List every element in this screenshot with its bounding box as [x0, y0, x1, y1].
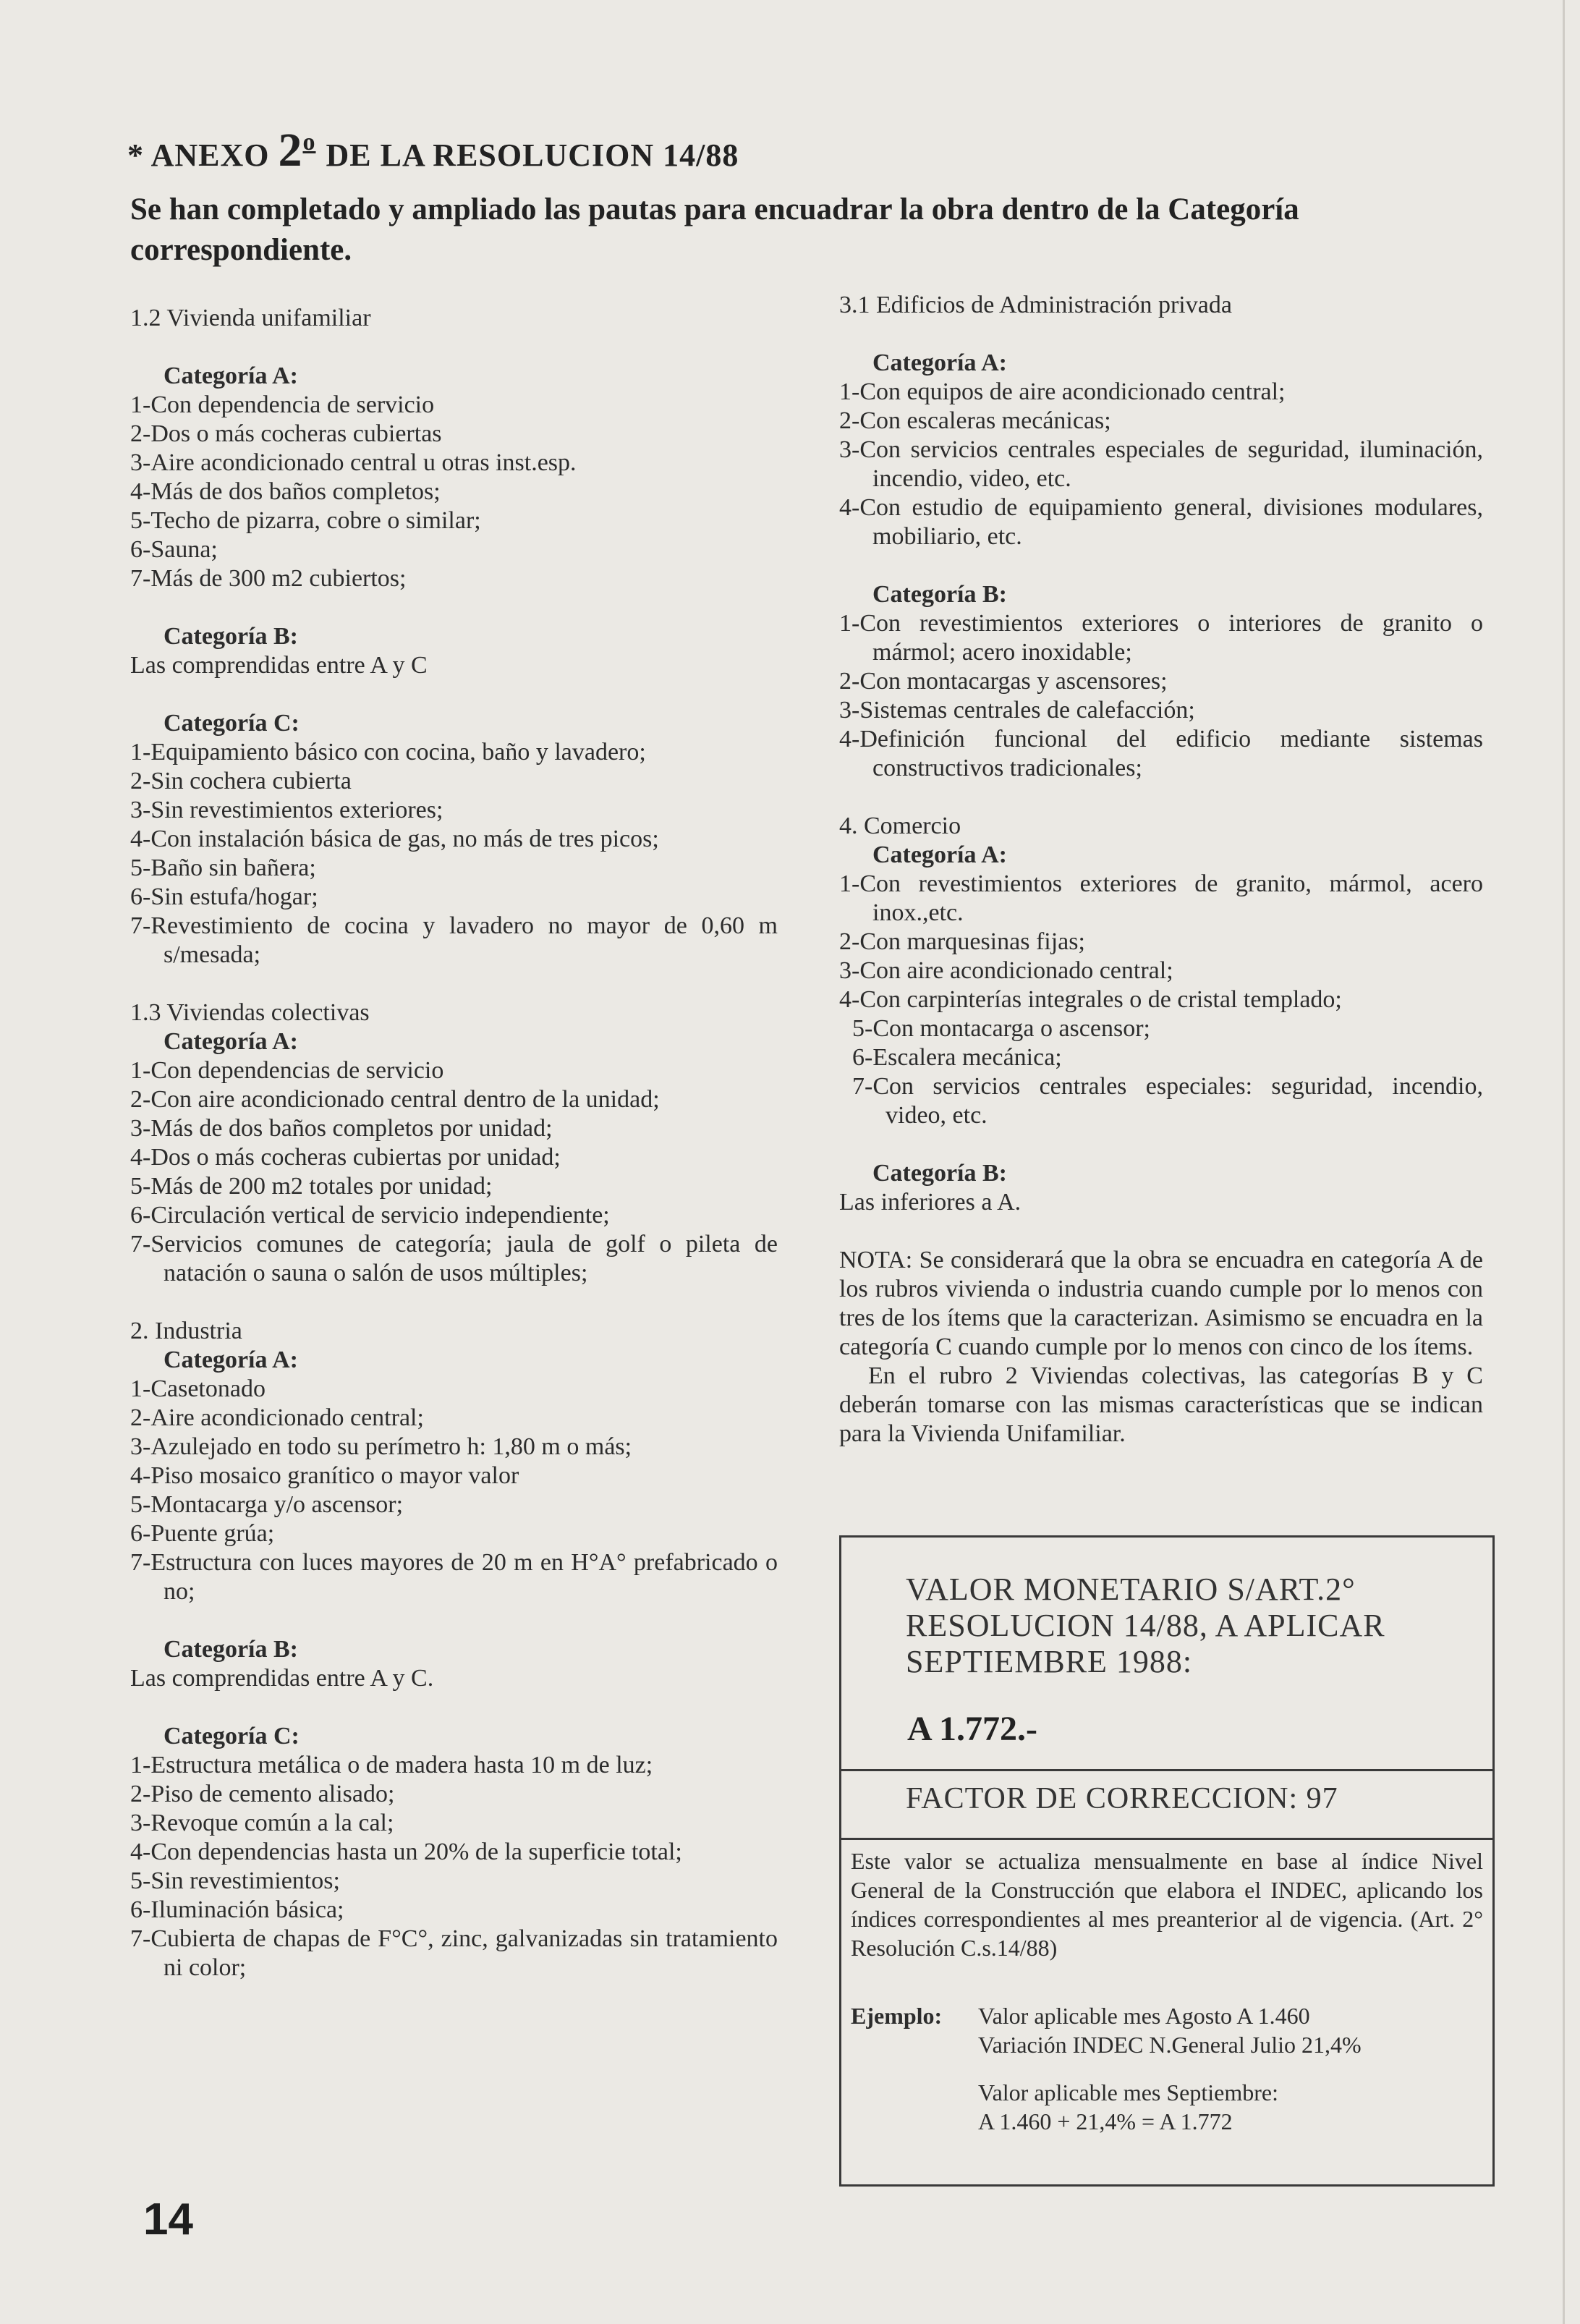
list-item: 2-Con montacargas y ascensores;	[839, 668, 1168, 695]
list-item: 6-Puente grúa;	[130, 1520, 275, 1547]
category-heading: Categoría B:	[872, 1160, 1008, 1187]
box-divider	[839, 1838, 1495, 1840]
intro-text: Se han completado y ampliado las pautas para encuadrar la obra dentro de la Categoría correspondiente.	[130, 192, 1299, 267]
list-item: 5-Montacarga y/o ascensor;	[130, 1491, 404, 1518]
heading-ordinal: o	[302, 129, 316, 156]
category-heading: Categoría A:	[872, 841, 1008, 868]
list-item: 1-Casetonado	[130, 1375, 266, 1402]
page-number: 14	[143, 2194, 193, 2244]
list-item: 1-Con dependencias de servicio	[130, 1057, 444, 1084]
section-title: 4. Comercio	[839, 813, 961, 839]
example-line: A 1.460 + 21,4% = A 1.772	[978, 2108, 1233, 2134]
heading-prefix: * ANEXO	[127, 137, 279, 173]
list-item: 3-Sin revestimientos exteriores;	[130, 797, 443, 823]
category-heading: Categoría B:	[872, 581, 1008, 608]
category-heading: Categoría C:	[163, 710, 300, 737]
category-heading: Categoría A:	[163, 1347, 299, 1373]
list-item: 7-Con servicios centrales especiales: seguridad, incendio, video, etc.	[852, 1073, 1483, 1129]
value-title-line: SEPTIEMBRE 1988:	[906, 1644, 1193, 1679]
list-item: 5-Baño sin bañera;	[130, 854, 316, 881]
list-item: 4-Con dependencias hasta un 20% de la superficie total;	[130, 1839, 682, 1865]
list-item: 3-Revoque común a la cal;	[130, 1810, 394, 1836]
list-item: 1-Con dependencia de servicio	[130, 391, 435, 418]
note-paragraph: NOTA: Se considerará que la obra se encuadra en categoría A de los rubros vivienda o industria cuando cumple por lo menos con tres de los ítems que la caracterizan. Asimismo se encuadra en la categoría C cuando cumple por lo menos con cinco de los ítems.	[839, 1247, 1483, 1360]
category-text: Las comprendidas entre A y C.	[130, 1665, 434, 1692]
list-item: 3-Sistemas centrales de calefacción;	[839, 697, 1195, 724]
list-item: 1-Con revestimientos exteriores o interiores de granito o mármol; acero inoxidable;	[839, 610, 1483, 666]
category-text: Las inferiores a A.	[839, 1189, 1022, 1216]
list-item: 5-Más de 200 m2 totales por unidad;	[130, 1173, 493, 1200]
annex-heading	[127, 123, 1502, 178]
list-item: 4-Dos o más cocheras cubiertas por unidad;	[130, 1144, 561, 1171]
list-item: 4-Piso mosaico granítico o mayor valor	[130, 1462, 519, 1489]
value-title-line: RESOLUCION 14/88, A APLICAR	[906, 1608, 1385, 1643]
category-heading: Categoría A:	[163, 1028, 299, 1055]
list-item: 3-Más de dos baños completos por unidad;	[130, 1115, 553, 1142]
category-heading: Categoría C:	[163, 1723, 300, 1750]
list-item: 5-Techo de pizarra, cobre o similar;	[130, 507, 481, 534]
note-paragraph: En el rubro 2 Viviendas colectivas, las categorías B y C deberán tomarse con las mismas características que se indican para la Vivienda Unifamiliar.	[839, 1362, 1483, 1447]
list-item: 4-Con instalación básica de gas, no más de tres picos;	[130, 826, 659, 852]
list-item: 1-Con revestimientos exteriores de granito, mármol, acero inox.,etc.	[839, 870, 1483, 926]
example-line: Valor aplicable mes Agosto A 1.460	[978, 2003, 1310, 2029]
section-title: 1.3 Viviendas colectivas	[130, 999, 370, 1026]
section-title: 2. Industria	[130, 1318, 242, 1344]
example-line: Valor aplicable mes Septiembre:	[978, 2079, 1278, 2105]
list-item: 2-Con marquesinas fijas;	[839, 928, 1085, 955]
section-title: 1.2 Vivienda unifamiliar	[130, 305, 371, 331]
section-title: 3.1 Edificios de Administración privada	[839, 292, 1232, 318]
list-item: 5-Con montacarga o ascensor;	[852, 1015, 1150, 1042]
list-item: 2-Dos o más cocheras cubiertas	[130, 420, 442, 447]
list-item: 6-Sauna;	[130, 536, 218, 563]
category-heading: Categoría B:	[163, 623, 299, 650]
list-item: 4-Con carpinterías integrales o de cristal templado;	[839, 986, 1342, 1013]
right-column	[839, 291, 1483, 1449]
page-edge-line	[1563, 0, 1565, 2324]
list-item: 7-Servicios comunes de categoría; jaula de golf o pileta de natación o sauna o salón de usos múltiples;	[130, 1231, 778, 1286]
list-item: 1-Equipamiento básico con cocina, baño y lavadero;	[130, 739, 646, 766]
list-item: 7-Cubierta de chapas de F°C°, zinc, galvanizadas sin tratamiento ni color;	[130, 1925, 778, 1981]
list-item: 4-Más de dos baños completos;	[130, 478, 441, 505]
example-label: Ejemplo:	[851, 2003, 943, 2029]
correction-factor: FACTOR DE CORRECCION: 97	[906, 1782, 1338, 1815]
category-heading: Categoría B:	[163, 1636, 299, 1663]
list-item: 3-Con servicios centrales especiales de seguridad, iluminación, incendio, video, etc.	[839, 436, 1483, 492]
update-note: Este valor se actualiza mensualmente en base al índice Nivel General de la Construcción que elabora el INDEC, aplicando los índices correspondientes al mes preanterior al de vigencia. (Art. 2° Resolución C.s.14/88)	[851, 1848, 1483, 1961]
category-heading: Categoría A:	[163, 362, 299, 389]
list-item: 7-Más de 300 m2 cubiertos;	[130, 565, 407, 592]
list-item: 7-Revestimiento de cocina y lavadero no mayor de 0,60 m s/mesada;	[130, 912, 778, 968]
value-amount: A 1.772.-	[907, 1710, 1037, 1748]
value-title-line: VALOR MONETARIO S/ART.2°	[906, 1572, 1356, 1607]
list-item: 6-Escalera mecánica;	[852, 1044, 1062, 1071]
list-item: 2-Con aire acondicionado central dentro de la unidad;	[130, 1086, 660, 1113]
list-item: 2-Aire acondicionado central;	[130, 1404, 424, 1431]
box-divider	[839, 1769, 1495, 1771]
list-item: 6-Circulación vertical de servicio independiente;	[130, 1202, 610, 1229]
left-column	[130, 304, 778, 1982]
list-item: 3-Azulejado en todo su perímetro h: 1,80 m o más;	[130, 1433, 632, 1460]
list-item: 7-Estructura con luces mayores de 20 m en H°A° prefabricado o no;	[130, 1549, 778, 1605]
list-item: 6-Sin estufa/hogar;	[130, 883, 318, 910]
list-item: 4-Definición funcional del edificio mediante sistemas constructivos tradicionales;	[839, 726, 1483, 781]
category-heading: Categoría A:	[872, 349, 1008, 376]
heading-suffix: DE LA RESOLUCION 14/88	[326, 137, 739, 173]
example-line: Variación INDEC N.General Julio 21,4%	[978, 2032, 1362, 2058]
example-block	[851, 2001, 1483, 2136]
list-item: 5-Sin revestimientos;	[130, 1867, 340, 1894]
list-item: 6-Iluminación básica;	[130, 1896, 344, 1923]
list-item: 2-Sin cochera cubierta	[130, 768, 352, 794]
category-text: Las comprendidas entre A y C	[130, 652, 428, 679]
list-item: 1-Estructura metálica o de madera hasta 10 m de luz;	[130, 1752, 653, 1778]
list-item: 3-Aire acondicionado central u otras inst.esp.	[130, 449, 577, 476]
heading-number: 2	[278, 124, 303, 177]
list-item: 1-Con equipos de aire acondicionado central;	[839, 378, 1286, 405]
list-item: 4-Con estudio de equipamiento general, divisiones modulares, mobiliario, etc.	[839, 494, 1483, 550]
list-item: 3-Con aire acondicionado central;	[839, 957, 1173, 984]
list-item: 2-Con escaleras mecánicas;	[839, 407, 1111, 434]
value-title	[906, 1572, 1470, 1680]
list-item: 2-Piso de cemento alisado;	[130, 1781, 395, 1807]
